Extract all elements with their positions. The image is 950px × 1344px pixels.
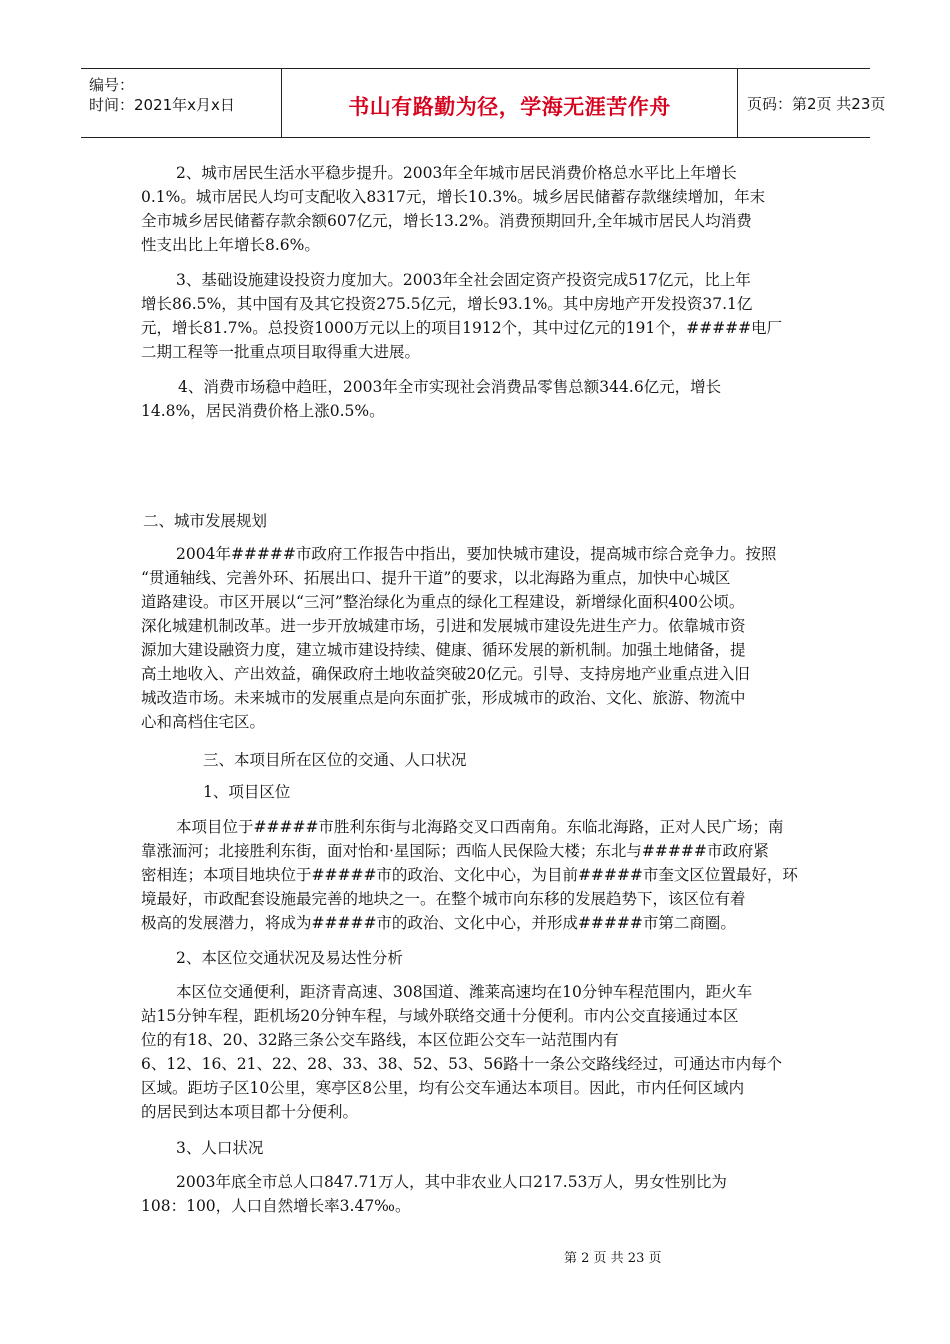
paragraph-line: 3、基础设施建设投资力度加大。2003年全社会固定资产投资完成517亿元，比上年 bbox=[176, 271, 751, 289]
paragraph-line: 位的有18、20、32路三条公交车路线，本区位距公交车一站范围内有 bbox=[141, 1031, 619, 1049]
paragraph-line: 深化城建机制改革。进一步开放城建市场，引进和发展城市建设先进生产力。依靠城市资 bbox=[141, 617, 746, 635]
document-date: 时间：2021年x月x日 bbox=[89, 96, 235, 114]
paragraph-line: 6、12、16、21、22、28、33、38、52、53、56路十一条公交路线经过，可通达市内每个 bbox=[141, 1055, 783, 1073]
paragraph-line: 二期工程等一批重点项目取得重大进展。 bbox=[141, 343, 421, 361]
paragraph-line: 2004年#####市政府工作报告中指出，要加快城市建设，提高城市综合竞争力。按照 bbox=[176, 545, 777, 563]
subsection-heading: 3、人口状况 bbox=[176, 1139, 264, 1157]
paragraph-line: 极高的发展潜力，将成为#####市的政治、文化中心，并形成#####市第二商圈。 bbox=[141, 914, 736, 932]
subsection-heading: 2、本区位交通状况及易达性分析 bbox=[176, 949, 403, 967]
page-header bbox=[81, 68, 886, 138]
paragraph-line: 2003年底全市总人口847.71万人，其中非农业人口217.53万人，男女性别比为 bbox=[176, 1173, 727, 1191]
paragraph-line: 境最好，市政配套设施最完善的地块之一。在整个城市向东移的发展趋势下，该区位有着 bbox=[141, 890, 746, 908]
paragraph-line: 城改造市场。未来城市的发展重点是向东面扩张，形成城市的政治、文化、旅游、物流中 bbox=[141, 689, 746, 707]
header-page-cell bbox=[737, 69, 886, 137]
paragraph-line: 14.8%，居民消费价格上涨0.5%。 bbox=[141, 402, 385, 420]
paragraph-line: 区域。距坊子区10公里，寒亭区8公里，均有公交车通达本项目。因此，市内任何区域内 bbox=[141, 1079, 745, 1097]
paragraph-line: 源加大建设融资力度，建立城市建设持续、健康、循环发展的新机制。加强土地储备，提 bbox=[141, 641, 746, 659]
paragraph-line: 道路建设。市区开展以“三河”整治绿化为重点的绿化工程建设，新增绿化面积400公顷。 bbox=[141, 593, 745, 611]
paragraph-line: 元，增长81.7%。总投资1000万元以上的项目1912个，其中过亿元的191个，#####电厂 bbox=[141, 319, 783, 337]
paragraph-line: 0.1%。城市居民人均可支配收入8317元，增长10.3%。城乡居民储蓄存款继续增加，年末 bbox=[141, 188, 766, 206]
paragraph-line: 本区位交通便利，距济青高速、308国道、潍莱高速均在10分钟车程范围内，距火车 bbox=[176, 983, 753, 1001]
paragraph-line: 4、消费市场稳中趋旺，2003年全市实现社会消费品零售总额344.6亿元，增长 bbox=[178, 378, 722, 396]
paragraph-line: 增长86.5%，其中国有及其它投资275.5亿元，增长93.1%。其中房地产开发投资37.1亿 bbox=[141, 295, 753, 313]
paragraph-line: 本项目位于#####市胜利东街与北海路交叉口西南角。东临北海路，正对人民广场；南 bbox=[176, 818, 784, 836]
header-page-info: 页码：第2页 共23页 bbox=[747, 95, 886, 113]
paragraph-line: 站15分钟车程，距机场20分钟车程，与域外联络交通十分便利。市内公交直接通过本区 bbox=[141, 1007, 739, 1025]
paragraph-line: 的居民到达本项目都十分便利。 bbox=[141, 1103, 359, 1121]
header-motto: 书山有路勤为径，学海无涯苦作舟 bbox=[348, 95, 671, 119]
subsection-heading: 1、项目区位 bbox=[203, 783, 291, 801]
document-number-label: 编号： bbox=[89, 76, 135, 94]
paragraph-line: 性支出比上年增长8.6%。 bbox=[141, 236, 320, 254]
paragraph-line: 108：100，人口自然增长率3.47‰。 bbox=[141, 1197, 411, 1215]
header-meta-cell bbox=[81, 69, 281, 137]
paragraph-line: 密相连；本项目地块位于#####市的政治、文化中心，为目前#####市奎文区位置最好，环 bbox=[141, 866, 798, 884]
paragraph-line: 2、城市居民生活水平稳步提升。2003年全年城市居民消费价格总水平比上年增长 bbox=[176, 164, 737, 182]
paragraph-line: 高土地收入、产出效益，确保政府土地收益突破20亿元。引导、支持房地产业重点进入旧 bbox=[141, 665, 750, 683]
paragraph-line: 全市城乡居民储蓄存款余额607亿元，增长13.2%。消费预期回升,全年城市居民人均消费 bbox=[141, 212, 752, 230]
paragraph-line: 心和高档住宅区。 bbox=[141, 713, 266, 731]
section-heading: 三、本项目所在区位的交通、人口状况 bbox=[203, 751, 467, 769]
paragraph-line: “贯通轴线、完善外环、拓展出口、提升干道”的要求，以北海路为重点，加快中心城区 bbox=[141, 569, 731, 587]
section-heading: 二、城市发展规划 bbox=[143, 512, 268, 530]
paragraph-line: 靠涨洏河；北接胜利东街，面对怡和·星国际；西临人民保险大楼；东北与#####市政府紧 bbox=[141, 842, 769, 860]
header-motto-cell bbox=[281, 69, 738, 137]
page-footer: 第 2 页 共 23 页 bbox=[564, 1251, 662, 1266]
